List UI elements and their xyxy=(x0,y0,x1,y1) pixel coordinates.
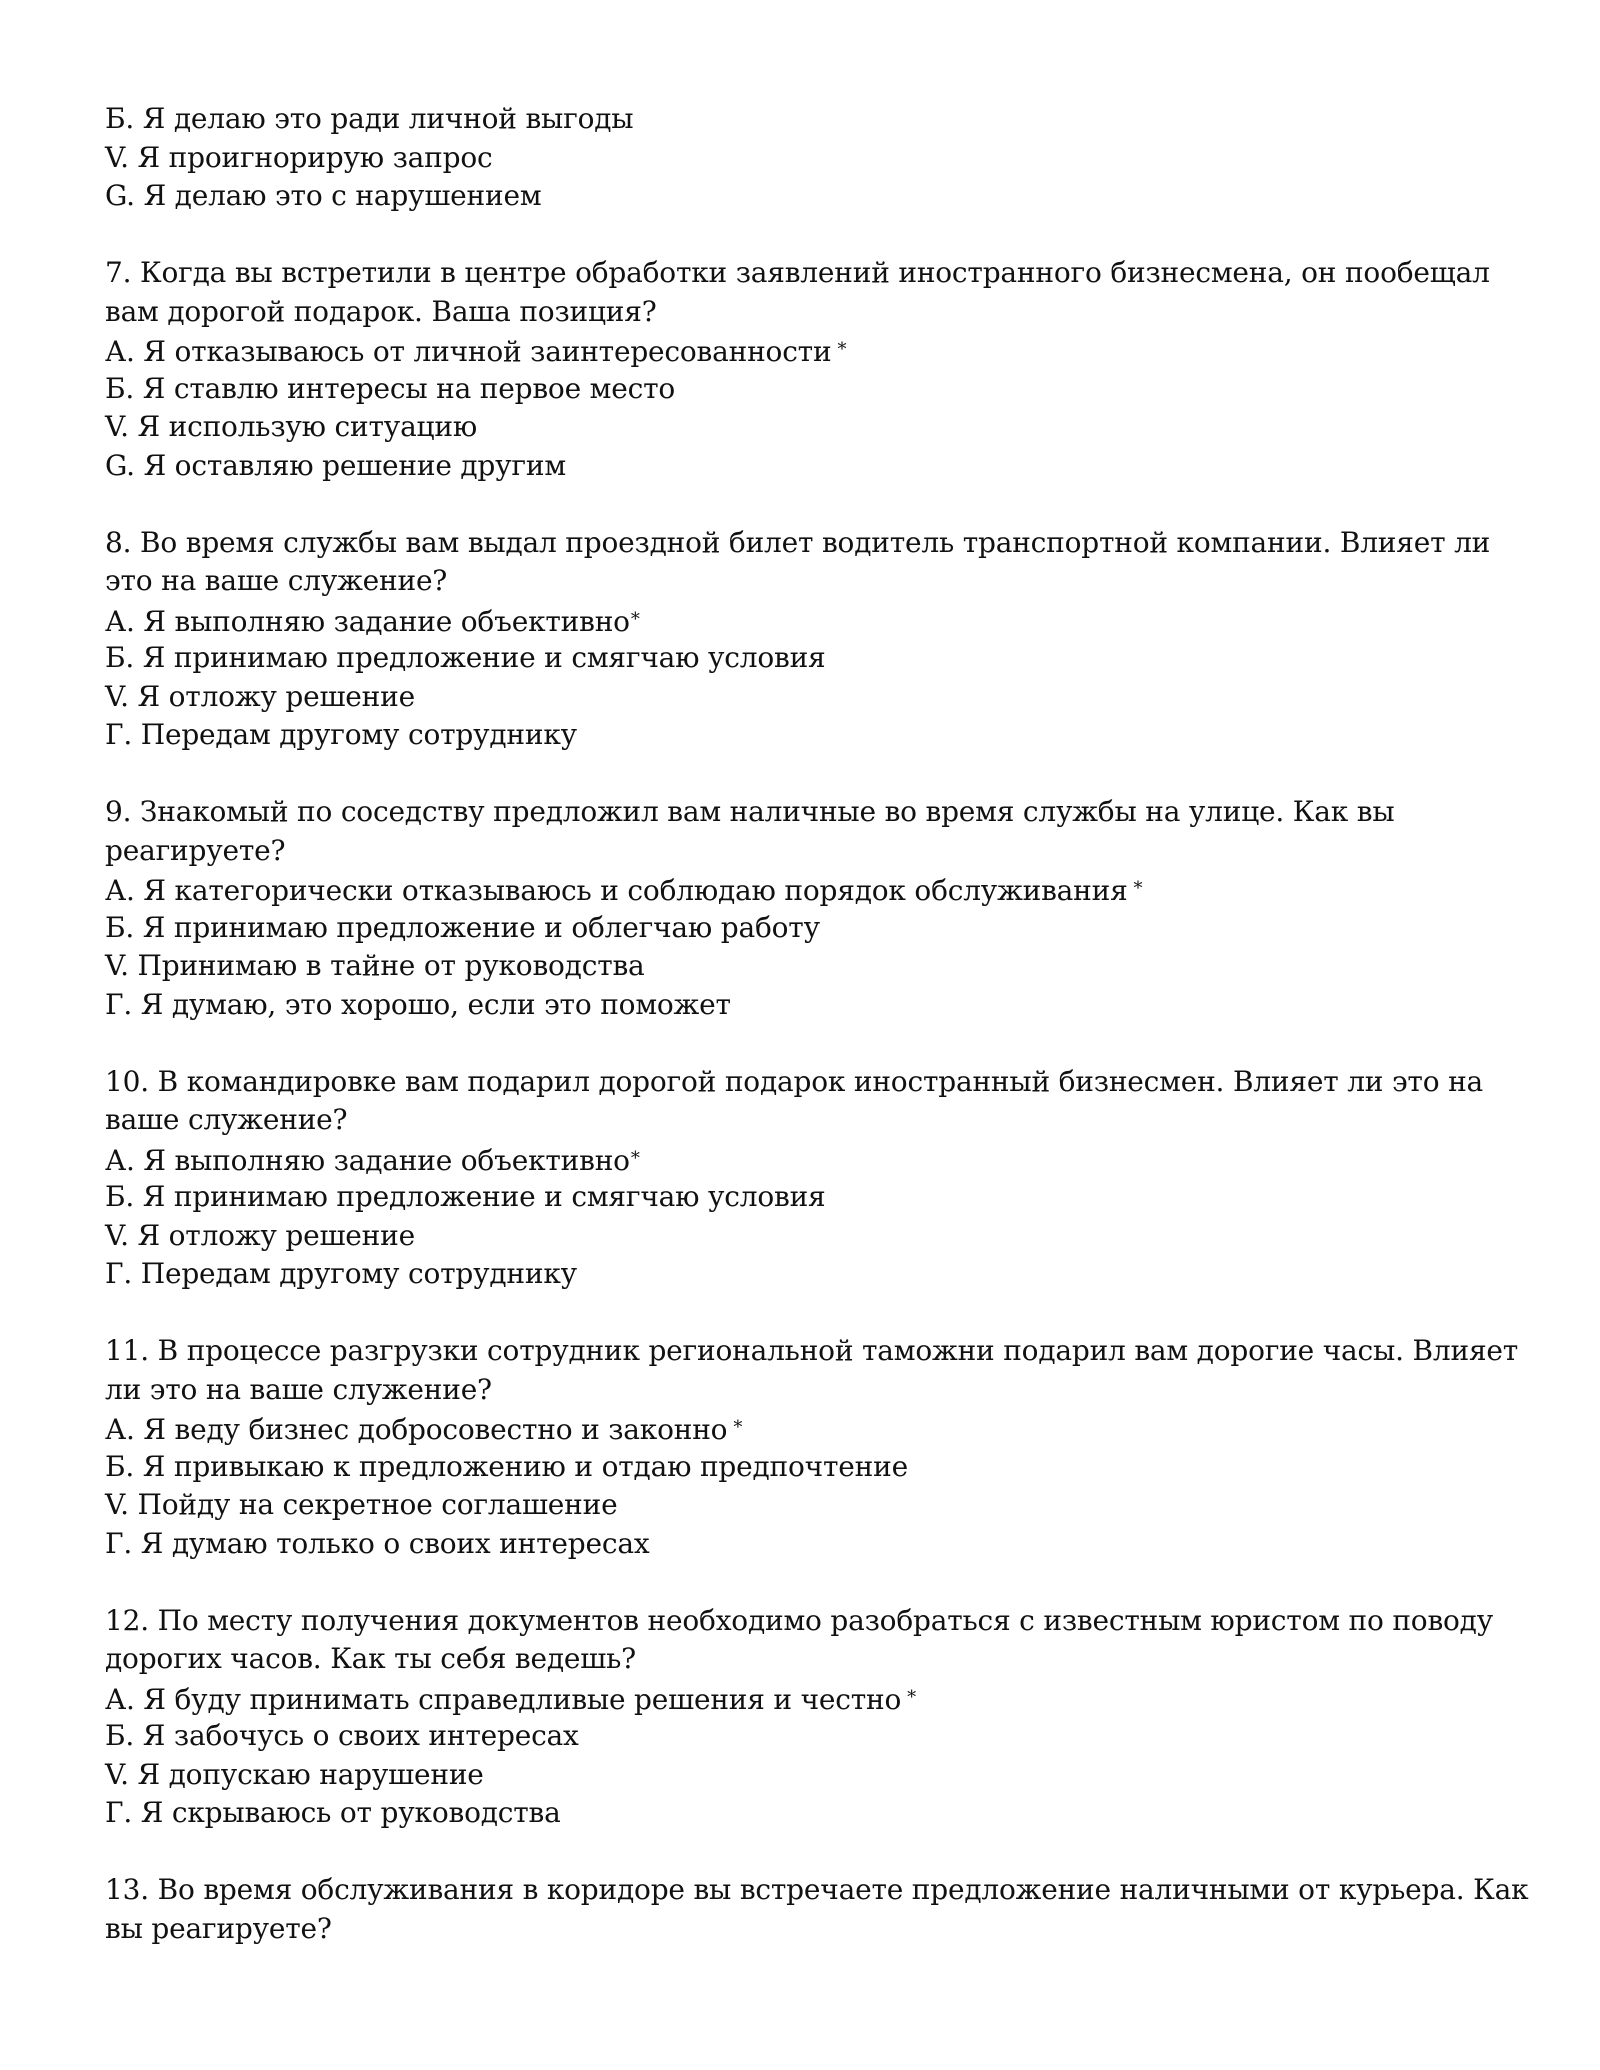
document-page xyxy=(105,100,1529,1987)
answer-text: А. Я категорически отказываюсь и соблюдаю порядок обслуживания xyxy=(105,874,1128,907)
answer-text: А. Я буду принимать справедливые решения и честно xyxy=(105,1682,902,1716)
answer-option: Б. Я принимаю предложение и смягчаю условия xyxy=(105,641,826,674)
answer-option: Б. Я принимаю предложение и смягчаю условия xyxy=(105,1180,826,1213)
question-text: ли это на ваше служение? xyxy=(105,1372,492,1406)
correct-mark: * xyxy=(1133,878,1143,899)
correct-mark: * xyxy=(630,608,640,630)
answer-option: V. Я отложу решение xyxy=(105,679,415,713)
answer-text: А. Я веду бизнес добросовестно и законно xyxy=(105,1413,728,1446)
answer-option: Б. Я привыкаю к предложению и отдаю предпочтение xyxy=(105,1449,908,1483)
answer-option: V. Я допускаю нарушение xyxy=(105,1757,484,1791)
answer-option: V. Я использую ситуацию xyxy=(105,410,478,443)
answer-option: Г. Я думаю только о своих интересах xyxy=(105,1526,650,1560)
answer-option: V. Я проигнорирую запрос xyxy=(105,140,493,174)
question-text: реагируете? xyxy=(105,833,286,867)
question-text: 13. Во время обслуживания в коридоре вы встречаете предложение наличными от курьера. Как xyxy=(105,1873,1529,1906)
question-11 xyxy=(105,1332,1525,1563)
question-text: ваше служение? xyxy=(105,1103,348,1136)
correct-mark: * xyxy=(733,1417,743,1438)
question-text: вы реагируете? xyxy=(105,1911,332,1945)
answer-option-correct xyxy=(105,601,1525,640)
question-text: это на ваше служение? xyxy=(105,564,448,597)
question-8 xyxy=(105,524,1525,755)
answer-option: Г. Я скрываюсь от руководства xyxy=(105,1796,561,1829)
answer-option: Б. Я ставлю интересы на первое место xyxy=(105,371,676,405)
answer-option-correct xyxy=(105,1679,1525,1718)
question-text: 12. По месту получения документов необходимо разобраться с известным юристом по поводу xyxy=(105,1603,1493,1637)
answer-option: V. Принимаю в тайне от руководства xyxy=(105,949,645,982)
question-13 xyxy=(105,1871,1529,1948)
answer-option: V. Я отложу решение xyxy=(105,1218,415,1252)
question-text: дорогих часов. Как ты себя ведешь? xyxy=(105,1642,636,1675)
question-text: 9. Знакомый по соседству предложил вам наличные во время службы на улице. Как вы xyxy=(105,795,1395,828)
question-7 xyxy=(105,254,1525,485)
answer-text: А. Я отказываюсь от личной заинтересованности xyxy=(105,335,832,368)
answer-option: Б. Я принимаю предложение и облегчаю работу xyxy=(105,910,820,944)
question-text: 7. Когда вы встретили в центре обработки заявлений иностранного бизнесмена, он пообещал xyxy=(105,256,1490,289)
answer-option: V. Пойду на секретное соглашение xyxy=(105,1488,618,1521)
question-text: 11. В процессе разгрузки сотрудник региональной таможни подарил вам дорогие часы. Влияет xyxy=(105,1334,1519,1367)
answer-option: Б. Я делаю это ради личной выгоды xyxy=(105,102,634,135)
question-6-fragment xyxy=(105,100,1525,216)
answer-option: G. Я оставляю решение другим xyxy=(105,448,566,482)
question-10 xyxy=(105,1063,1525,1294)
correct-mark: * xyxy=(837,339,847,360)
answer-option-correct xyxy=(105,870,1525,909)
question-9 xyxy=(105,793,1525,1024)
answer-option: Г. Я думаю, это хорошо, если это поможет xyxy=(105,987,731,1021)
correct-mark: * xyxy=(630,1147,640,1169)
answer-option: Г. Передам другому сотруднику xyxy=(105,718,577,751)
answer-option: Б. Я забочусь о своих интересах xyxy=(105,1719,579,1752)
question-text: 10. В командировке вам подарил дорогой подарок иностранный бизнесмен. Влияет ли это на xyxy=(105,1064,1484,1098)
answer-text: А. Я выполняю задание объективно xyxy=(105,1143,630,1177)
answer-option-correct xyxy=(105,1140,1525,1179)
answer-option-correct xyxy=(105,331,1525,370)
question-12 xyxy=(105,1602,1525,1833)
answer-option-correct xyxy=(105,1409,1525,1448)
correct-mark: * xyxy=(907,1686,916,1708)
answer-option: Г. Передам другому сотруднику xyxy=(105,1257,577,1290)
question-text: вам дорогой подарок. Ваша позиция? xyxy=(105,294,657,328)
answer-option: G. Я делаю это с нарушением xyxy=(105,179,542,212)
answer-text: А. Я выполняю задание объективно xyxy=(105,604,630,638)
question-text: 8. Во время службы вам выдал проездной билет водитель транспортной компании. Влияет ли xyxy=(105,525,1491,559)
